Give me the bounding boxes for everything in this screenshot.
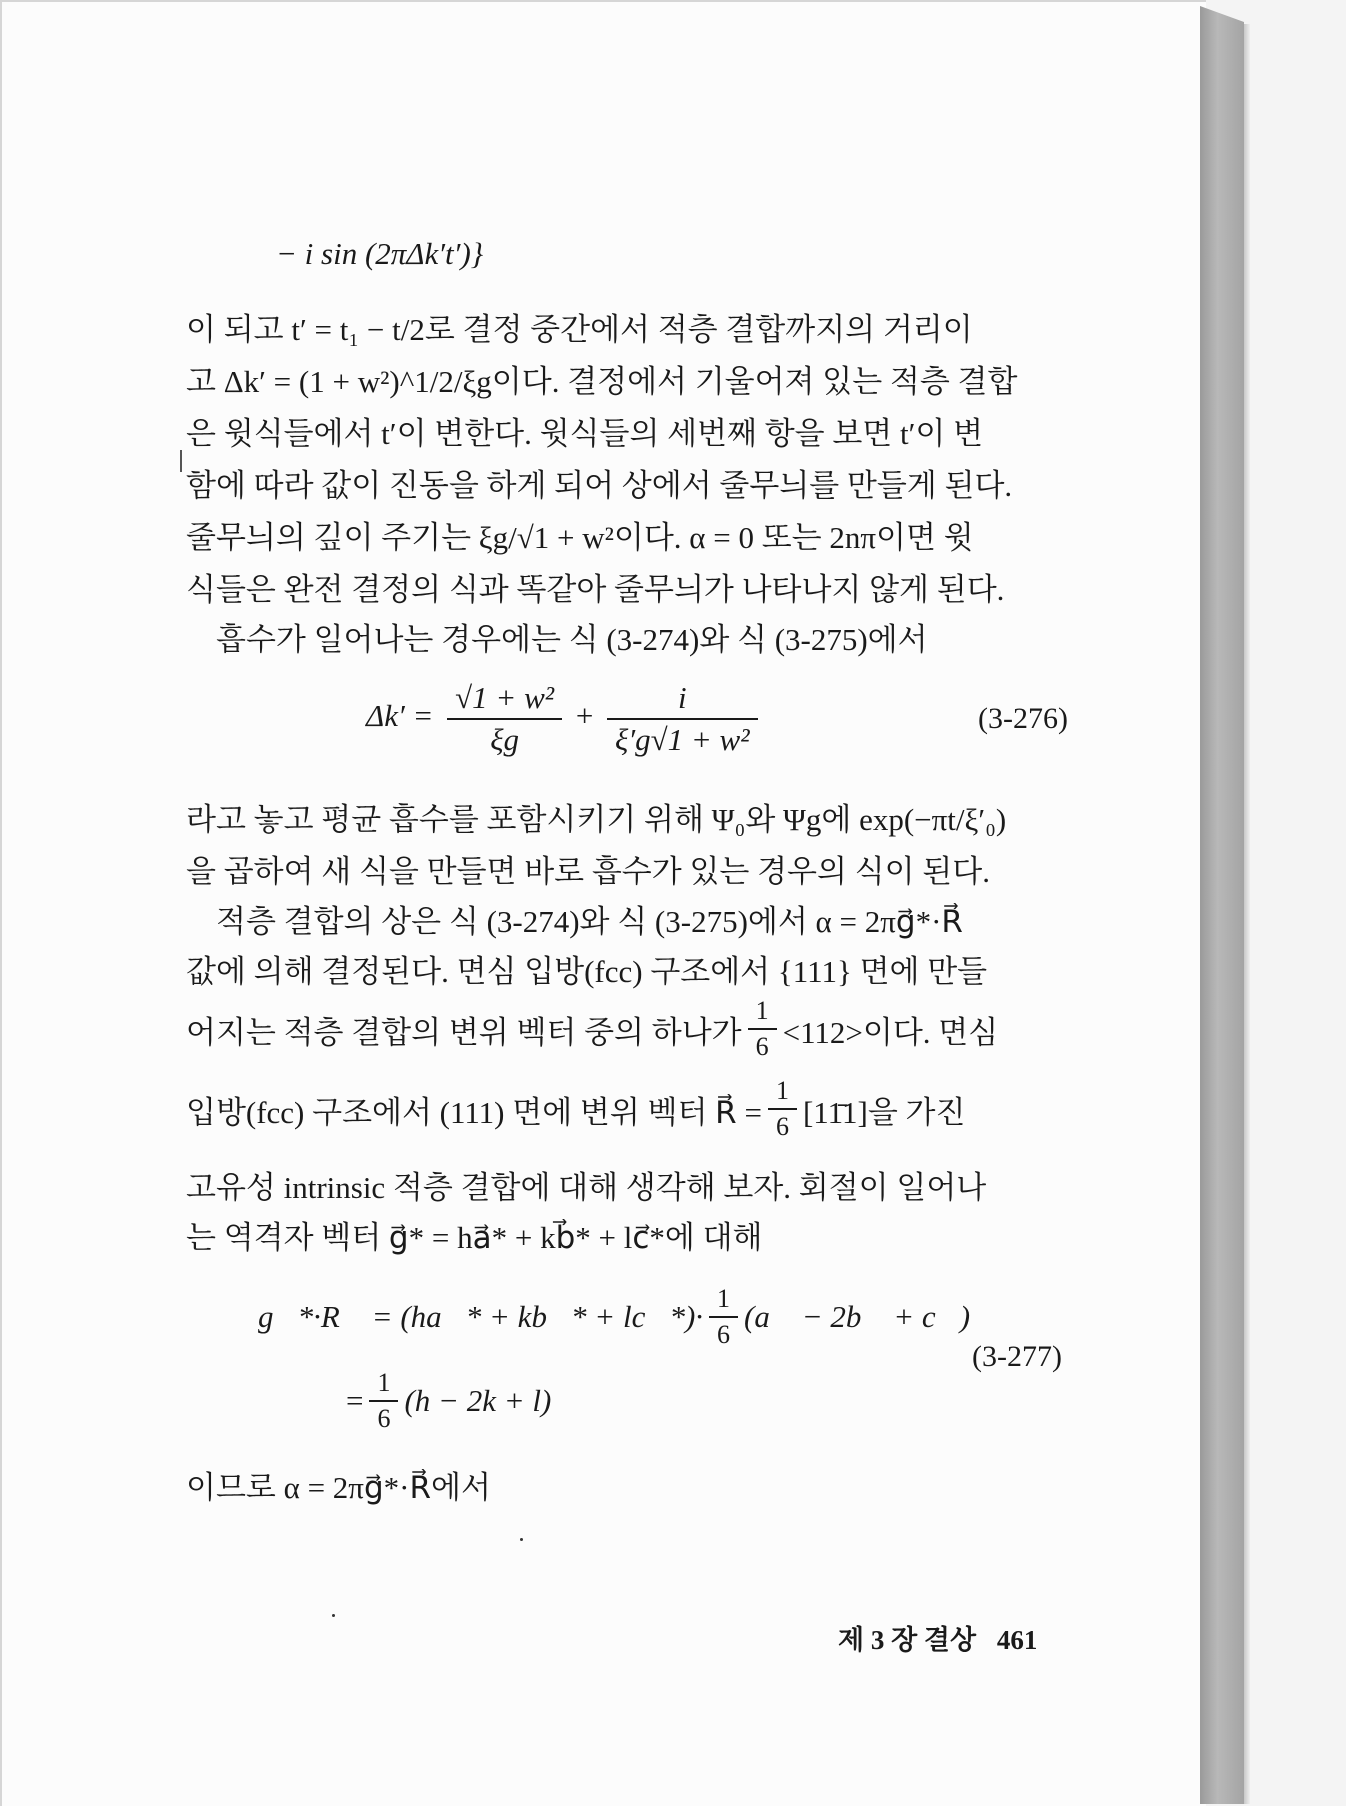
eq-segment: (a⃗ − 2b⃗ + c⃗) — [744, 1299, 971, 1334]
text-line: 은 윗식들에서 t′이 변한다. 윗식들의 세번째 항을 보면 t′이 변 — [186, 416, 984, 451]
text-segment: 어지는 적층 결합의 변위 벡터 중의 하나가 — [186, 1014, 742, 1050]
text-line: 적층 결합의 상은 식 (3-274)와 식 (3-275)에서 α = 2πg⃗*·R⃗ — [216, 904, 963, 939]
margin-mark — [180, 450, 182, 472]
text-line: 흡수가 일어나는 경우에는 식 (3-274)와 식 (3-275)에서 — [216, 622, 928, 657]
text-line: 줄무늬의 깊이 주기는 ξg/√1 + w²이다. α = 0 또는 2nπ이면 윗 — [186, 520, 974, 555]
fraction-numerator: 1 — [748, 996, 777, 1030]
equation-3-276 — [366, 680, 764, 758]
text-segment: <112>이다. 면심 — [782, 1014, 999, 1050]
page-stack-edge — [1200, 6, 1244, 1804]
eq-segment: g⃗*·R⃗ = (ha⃗* + kb⃗* + lc⃗*)· — [258, 1299, 704, 1334]
equation-number: (3-276) — [978, 702, 1068, 735]
fraction-denominator: ξ′g√1 + w² — [615, 722, 750, 757]
fraction-denominator: 6 — [717, 1320, 731, 1349]
page-shadow — [1244, 24, 1250, 1804]
page-number: 461 — [996, 1625, 1038, 1655]
fraction-denominator: ξg — [490, 722, 519, 757]
text-line: 을 곱하여 새 식을 만들면 바로 흡수가 있는 경우의 식이 된다. — [186, 854, 990, 889]
speck — [520, 1538, 523, 1541]
fraction-denominator: 6 — [377, 1404, 391, 1433]
equation-fragment: − i sin (2πΔk′t′)} — [276, 236, 484, 271]
text-line: 이므로 α = 2πg⃗*·R⃗에서 — [186, 1470, 491, 1505]
eq-fraction — [369, 1368, 398, 1434]
eq-fraction — [447, 680, 562, 758]
eq-segment: = — [346, 1383, 364, 1418]
fraction-numerator: 1 — [709, 1284, 738, 1318]
text-line: 이 되고 t′ = t₁ − t/2로 결정 중간에서 적층 결합까지의 거리이 — [186, 312, 973, 347]
text-line: 고유성 intrinsic 적층 결합에 대해 생각해 보자. 회절이 일어나 — [186, 1170, 987, 1205]
eq-segment: (h − 2k + l) — [404, 1383, 552, 1418]
text-line: 라고 놓고 평균 흡수를 포함시키기 위해 Ψ₀와 Ψg에 exp(−πt/ξ′₀) — [186, 802, 1007, 837]
eq-plus: + — [575, 698, 594, 734]
chapter-title: 제 3 장 결상 — [838, 1625, 977, 1655]
equation-3-277-line2 — [346, 1368, 551, 1434]
speck — [332, 1614, 335, 1617]
text-line: 는 역격자 벡터 g⃗* = ha⃗* + kb⃗* + lc⃗*에 대해 — [186, 1220, 763, 1255]
text-line: 함에 따라 값이 진동을 하게 되어 상에서 줄무늬를 만들게 된다. — [186, 468, 1013, 503]
inline-fraction — [748, 996, 777, 1062]
eq-fraction — [709, 1284, 738, 1350]
equation-3-277-line1 — [258, 1284, 970, 1350]
fraction-denominator: 6 — [775, 1112, 789, 1141]
text-line: 고 Δk′ = (1 + w²)^1/2/ξg이다. 결정에서 기울어져 있는 적층 결합 — [186, 364, 1018, 399]
inline-fraction — [768, 1076, 797, 1142]
equation-number: (3-277) — [972, 1340, 1062, 1373]
text-line-with-fraction — [186, 996, 1082, 1062]
text-line: 식들은 완전 결정의 식과 똑같아 줄무늬가 나타나지 않게 된다. — [186, 572, 1005, 607]
page-footer — [838, 1618, 1037, 1657]
eq-lhs: Δk′ = — [366, 698, 434, 734]
eq-fraction — [607, 680, 757, 758]
fraction-numerator: √1 + w² — [447, 680, 562, 720]
text-line: 값에 의해 결정된다. 면심 입방(fcc) 구조에서 {111} 면에 만들 — [186, 954, 988, 989]
text-segment: [11̄1]을 가진 — [802, 1094, 966, 1130]
text-line-with-fraction — [186, 1076, 1082, 1142]
text-segment: 입방(fcc) 구조에서 (111) 면에 변위 벡터 R⃗ = — [186, 1094, 762, 1130]
fraction-numerator: 1 — [369, 1368, 398, 1402]
fraction-numerator: i — [607, 680, 757, 720]
fraction-numerator: 1 — [768, 1076, 797, 1110]
fraction-denominator: 6 — [755, 1032, 769, 1061]
